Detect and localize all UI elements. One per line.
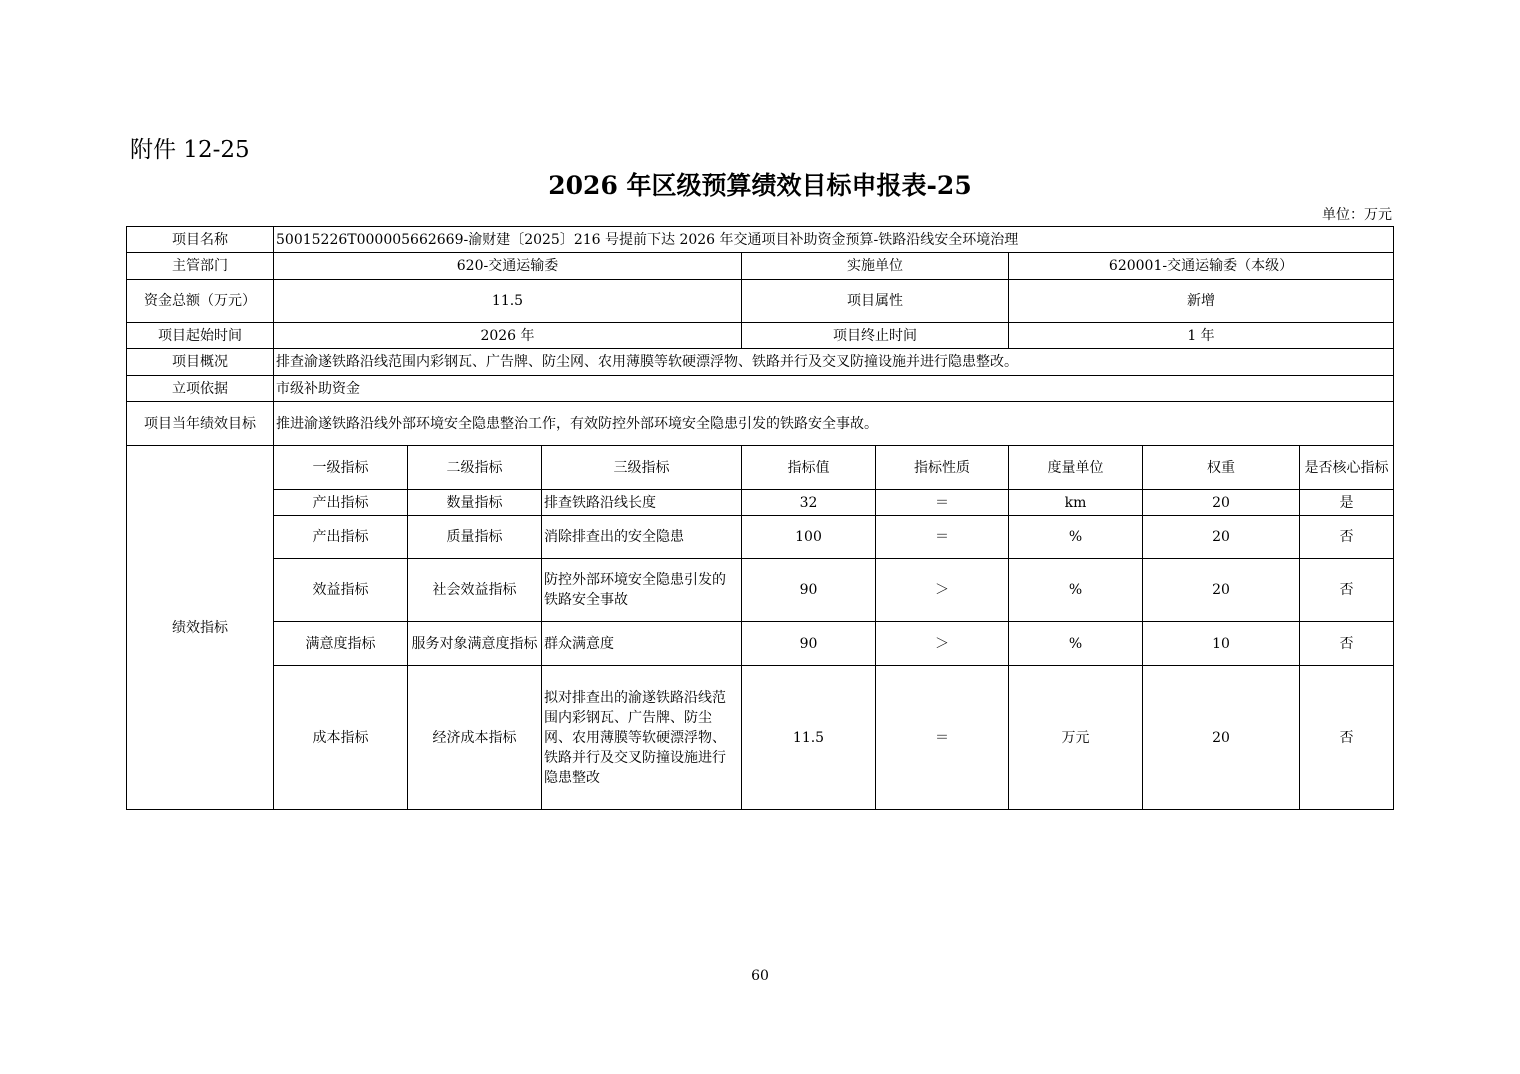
- page-number: 60: [751, 968, 769, 984]
- indicator-core: 否: [1300, 666, 1394, 810]
- header-weight: 权重: [1143, 446, 1300, 490]
- header-core: 是否核心指标: [1300, 446, 1394, 490]
- end-value: 1 年: [1009, 323, 1394, 349]
- indicator-l2: 质量指标: [408, 516, 542, 559]
- indicator-unit: 万元: [1009, 666, 1143, 810]
- indicator-unit: %: [1009, 559, 1143, 622]
- attr-value: 新增: [1009, 280, 1394, 323]
- indicator-l1: 效益指标: [274, 559, 408, 622]
- indicator-l3: 排查铁路沿线长度: [542, 490, 742, 516]
- indicator-core: 否: [1300, 559, 1394, 622]
- indicator-l1: 产出指标: [274, 490, 408, 516]
- indicator-nature: ＝: [876, 666, 1009, 810]
- indicator-value: 11.5: [742, 666, 876, 810]
- table-row: [127, 622, 1394, 666]
- indicator-l2: 服务对象满意度指标: [408, 622, 542, 666]
- indicator-l1: 产出指标: [274, 516, 408, 559]
- indicator-l3: 群众满意度: [542, 622, 742, 666]
- overview-label: 项目概况: [127, 349, 274, 376]
- indicator-nature: ＝: [876, 490, 1009, 516]
- start-value: 2026 年: [274, 323, 742, 349]
- impl-label: 实施单位: [742, 253, 1009, 280]
- row-goal: [127, 402, 1394, 446]
- indicator-weight: 20: [1143, 559, 1300, 622]
- row-project-name: [127, 227, 1394, 253]
- indicator-l3: 防控外部环境安全隐患引发的铁路安全事故: [542, 559, 742, 622]
- dept-value: 620-交通运输委: [274, 253, 742, 280]
- indicator-l2: 社会效益指标: [408, 559, 542, 622]
- indicator-value: 100: [742, 516, 876, 559]
- goal-label: 项目当年绩效目标: [127, 402, 274, 446]
- indicator-weight: 20: [1143, 666, 1300, 810]
- indicator-section-label: 绩效指标: [127, 446, 274, 810]
- indicator-unit: %: [1009, 516, 1143, 559]
- indicator-nature: ＞: [876, 622, 1009, 666]
- header-l1: 一级指标: [274, 446, 408, 490]
- indicator-nature: ＝: [876, 516, 1009, 559]
- indicator-weight: 10: [1143, 622, 1300, 666]
- indicator-value: 32: [742, 490, 876, 516]
- indicator-nature: ＞: [876, 559, 1009, 622]
- page-title: 2026 年区级预算绩效目标申报表-25: [548, 171, 972, 200]
- impl-value: 620001-交通运输委（本级）: [1009, 253, 1394, 280]
- table-row: [127, 666, 1394, 810]
- header-l3: 三级指标: [542, 446, 742, 490]
- header-unit: 度量单位: [1009, 446, 1143, 490]
- basis-label: 立项依据: [127, 376, 274, 402]
- header-nature: 指标性质: [876, 446, 1009, 490]
- indicator-l3: 消除排查出的安全隐患: [542, 516, 742, 559]
- row-department: [127, 253, 1394, 280]
- row-period: [127, 323, 1394, 349]
- row-fund: [127, 280, 1394, 323]
- table-row: [127, 516, 1394, 559]
- indicator-core: 否: [1300, 622, 1394, 666]
- indicator-l2: 经济成本指标: [408, 666, 542, 810]
- table-row: [127, 559, 1394, 622]
- basis-value: 市级补助资金: [274, 376, 1394, 402]
- indicator-l1: 成本指标: [274, 666, 408, 810]
- overview-value: 排查渝遂铁路沿线范围内彩钢瓦、广告牌、防尘网、农用薄膜等软硬漂浮物、铁路并行及交叉防撞设施并进行隐患整改。: [274, 349, 1394, 376]
- indicator-l3: 拟对排查出的渝遂铁路沿线范围内彩钢瓦、广告牌、防尘网、农用薄膜等软硬漂浮物、铁路并行及交叉防撞设施进行隐患整改: [542, 666, 742, 810]
- unit-label: 单位：万元: [1322, 207, 1392, 223]
- fund-label: 资金总额（万元）: [127, 280, 274, 323]
- indicator-core: 否: [1300, 516, 1394, 559]
- header-value: 指标值: [742, 446, 876, 490]
- indicator-weight: 20: [1143, 490, 1300, 516]
- indicator-core: 是: [1300, 490, 1394, 516]
- budget-performance-table: [126, 226, 1394, 810]
- indicator-weight: 20: [1143, 516, 1300, 559]
- start-label: 项目起始时间: [127, 323, 274, 349]
- row-basis: [127, 376, 1394, 402]
- indicator-value: 90: [742, 559, 876, 622]
- indicator-value: 90: [742, 622, 876, 666]
- annex-number: 附件 12-25: [130, 137, 250, 163]
- row-overview: [127, 349, 1394, 376]
- table-row: [127, 490, 1394, 516]
- attr-label: 项目属性: [742, 280, 1009, 323]
- goal-value: 推进渝遂铁路沿线外部环境安全隐患整治工作，有效防控外部环境安全隐患引发的铁路安全事故。: [274, 402, 1394, 446]
- indicator-header-row: [127, 446, 1394, 490]
- indicator-unit: km: [1009, 490, 1143, 516]
- fund-value: 11.5: [274, 280, 742, 323]
- indicator-unit: %: [1009, 622, 1143, 666]
- indicator-l2: 数量指标: [408, 490, 542, 516]
- project-name-value: 50015226T000005662669-渝财建〔2025〕216 号提前下达 2026 年交通项目补助资金预算-铁路沿线安全环境治理: [274, 227, 1394, 253]
- dept-label: 主管部门: [127, 253, 274, 280]
- indicator-l1: 满意度指标: [274, 622, 408, 666]
- project-name-label: 项目名称: [127, 227, 274, 253]
- header-l2: 二级指标: [408, 446, 542, 490]
- end-label: 项目终止时间: [742, 323, 1009, 349]
